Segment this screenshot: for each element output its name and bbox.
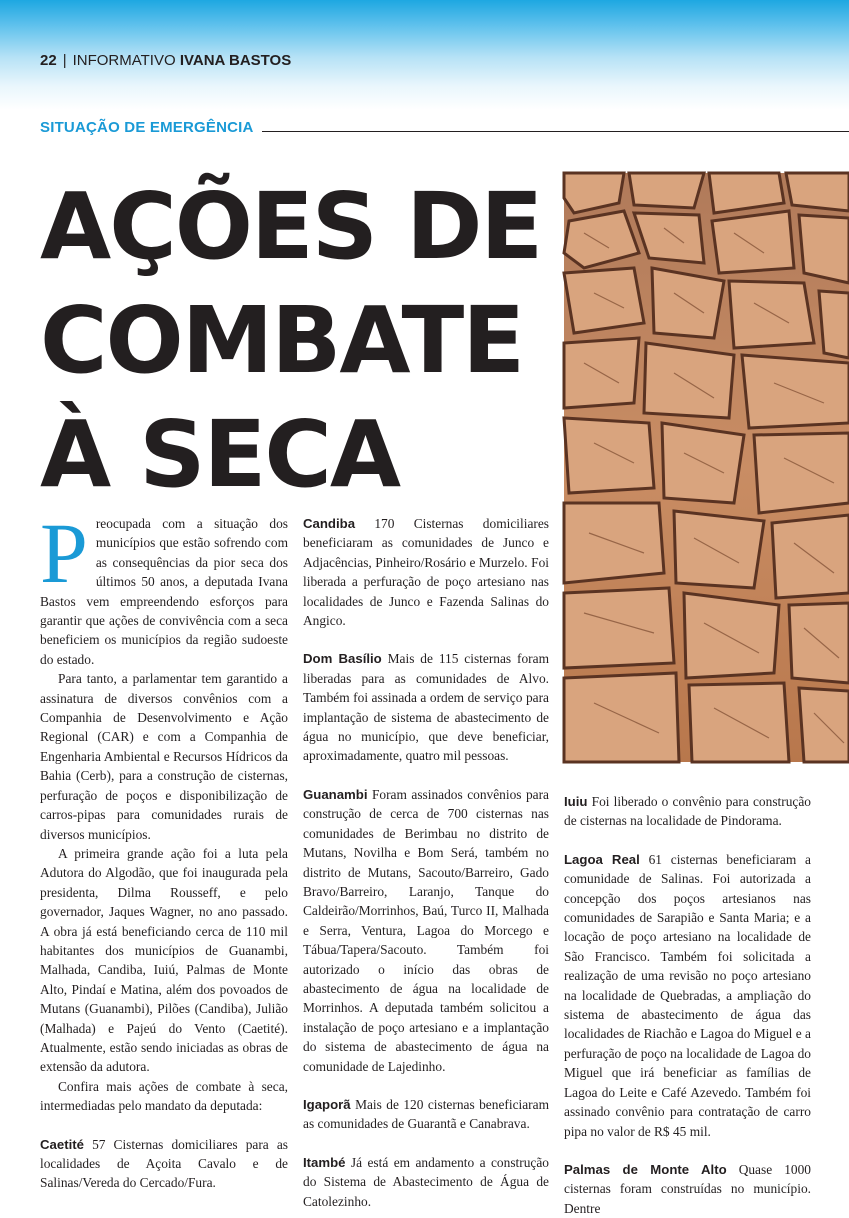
- column-1: [40, 505, 288, 1193]
- entry-candiba: [303, 514, 549, 630]
- title-line-3: À SECA: [40, 401, 400, 508]
- page-header: [40, 52, 291, 69]
- city-name: Dom Basílio: [303, 651, 382, 667]
- column-3: [564, 792, 811, 1218]
- city-name: Caetité: [40, 1136, 84, 1152]
- entry-text: Foram assinados convênios para construção de cerca de 700 cisternas nas comunidades de Berimbau no distrito de Mutans, Novilha e Bom Será, também no distrito de Mutans, Sacouto/Barreiro, Gado Bravo/Barreiro, Laranjo, Tanque do Caldeirão/Morrinhos, Baú, Turco II, Malhada e Serra, Ventura, Lagoa do Morcego e Tábua/Tapera/Sacouto. Também foi autorizado o início das obras de abastecimento de água na localidade de Morrinhos. A deputada também solicitou a instalação de poço artesiano e a implantação do sistema de abastecimento de água na comunidade de Lajedinho.: [303, 786, 549, 1074]
- city-name: Lagoa Real: [564, 851, 640, 867]
- entry-palmas-de-monte-alto: [564, 1160, 811, 1218]
- drop-cap: P: [40, 505, 88, 601]
- entry-text: Já está em andamento a construção do Sistema de Abastecimento de Água de Catolezinho.: [303, 1154, 549, 1209]
- city-name: Candiba: [303, 516, 356, 531]
- section-label: SITUAÇÃO DE EMERGÊNCIA: [40, 119, 254, 136]
- title-line-2: COMBATE: [40, 287, 524, 394]
- entry-caetite: [40, 1135, 288, 1193]
- article-title: [40, 170, 560, 512]
- entry-text: 170 Cisternas domiciliares beneficiaram as comunidades de Junco e Adjacências, Pinheiro/Rosário e Murzelo. Foi liberada a perfuração de poço artesiano nas localidades de Junco e Fazenda Salinas do Angico.: [303, 516, 549, 629]
- entry-text: Foi liberado o convênio para construção de cisternas na localidade de Pindorama.: [564, 794, 811, 829]
- entry-text: 61 cisternas beneficiaram a comunidade de Salinas. Foi autorizada a concepção dos poços artesianos nas comunidades de Sarapião e Santa Maria; e a locação de poço artesiano na localidade de São Francisco. Também foi solicitada a realização de uma revisão no poço artesiano na localidade de Quebradas, a ampliação do sistema de abastecimento de água das localidades de Riachão e Lagoa do Miguel e a perfuração de poço na localidade de Lagoa do Miguel que irá beneficiar as famílias de Lagoa do Leite e Café Azevedo. Também foi assinado convênio para contratação de carro pipa no valor de R$ 45 mil.: [564, 851, 811, 1139]
- entry-guanambi: [303, 785, 549, 1076]
- entry-igapora: [303, 1095, 549, 1134]
- city-name: Itambé: [303, 1154, 346, 1170]
- page-number: 22: [40, 52, 57, 69]
- intro-paragraph-4: Confira mais ações de combate à seca, intermediadas pelo mandato da deputada:: [40, 1078, 288, 1114]
- publication-name: INFORMATIVO: [72, 52, 176, 69]
- section-heading: [40, 119, 849, 136]
- entry-text: Mais de 115 cisternas foram liberadas para as comunidades de Alvo. Também foi assinada a ordem de serviço para implantação de sistema de abastecimento de água no município, que deve beneficiar, aproximadamente, quatro mil pessoas.: [303, 651, 549, 764]
- column-2: [303, 514, 549, 1211]
- deputy-name: IVANA BASTOS: [179, 52, 292, 69]
- intro-paragraph-3: A primeira grande ação foi a luta pela Adutora do Algodão, que foi inaugurada pela presidenta, Dilma Rousseff, e pelo governador, Jaques Wagner, no ano passado. A obra já está beneficiando cerca de 110 mil habitantes dos municípios de Guanambi, Malhada, Candiba, Iuiú, Palmas de Monte Alto, Pindaí e Matina, além dos povoados de Mutans (Guanambi), Pilões (Candiba), Julião (Malhada) e Pajeú do Vento (Caetité). Atualmente, estão sendo iniciadas as obras de extensão da adutora.: [40, 845, 288, 1075]
- entry-text: Mais de 120 cisternas beneficiaram as comunidades de Guarantã e Canabrava.: [303, 1096, 549, 1132]
- city-name: Igaporã: [303, 1096, 351, 1112]
- cracked-earth-photo: [564, 173, 849, 762]
- section-rule: [262, 131, 849, 132]
- intro-paragraph-2: Para tanto, a parlamentar tem garantido a assinatura de diversos convênios com a Companhia de Desenvolvimento e Ação Regional (CAR) e com a Companhia de Engenharia Ambiental e Recursos Hídricos da Bahia (Cerb), para a construção de cisternas, perfuração de poços e disponibilização de carros-pipas para comunidades rurais de diversos municípios.: [40, 671, 288, 842]
- entry-dom-basilio: [303, 649, 549, 765]
- city-name: Iuiu: [564, 794, 588, 809]
- title-line-1: AÇÕES DE: [40, 173, 542, 280]
- entry-text: 57 Cisternas domiciliares para as localidades de Açoita Cavalo e de Salinas/Vereda do Cercado/Fura.: [40, 1136, 288, 1191]
- entry-iuiu: [564, 792, 811, 831]
- entry-itambe: [303, 1153, 549, 1211]
- city-name: Guanambi: [303, 786, 368, 802]
- header-separator: |: [62, 52, 67, 69]
- entry-text: Quase 1000 cisternas foram construídas no município. Dentre: [564, 1161, 811, 1216]
- intro-paragraph-1-text: reocupada com a situação dos municípios que estão sofrendo com as consequências da pior seca dos últimos 50 anos, a deputada Ivana Bastos vem empreendendo esforços para garantir que ações de convivência com a seca beneficiem os municípios da região sudoeste do estado.: [40, 516, 288, 667]
- intro-paragraph-1: [40, 505, 288, 669]
- entry-lagoa-real: [564, 850, 811, 1141]
- city-name: Palmas de Monte Alto: [564, 1161, 727, 1177]
